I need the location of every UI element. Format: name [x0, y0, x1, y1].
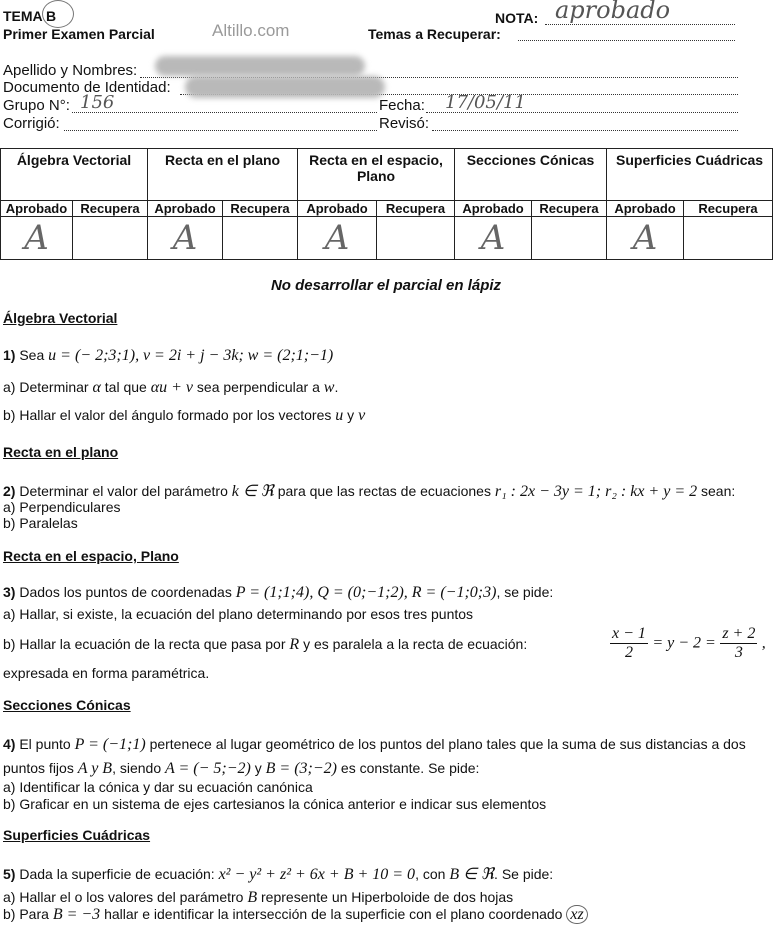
recupera-cell: [223, 217, 298, 260]
math-expr: αu + v: [150, 379, 194, 396]
approved-mark: A: [24, 218, 49, 258]
recupera-cell: [377, 217, 455, 260]
recupera-header: Recupera: [377, 201, 455, 217]
temas-label: Temas a Recuperar:: [368, 26, 501, 42]
math-w: w: [323, 379, 335, 396]
question-3a: a) Hallar, si existe, la ecuación del plano determinando por esos tres puntos: [3, 606, 474, 622]
recupera-header: Recupera: [223, 201, 298, 217]
question-3b-cont: expresada en forma paramétrica.: [3, 665, 210, 681]
text: . Se pide:: [494, 866, 554, 882]
text: es constante. Se pide:: [340, 760, 480, 776]
fraction-num: z + 2: [722, 625, 756, 642]
question-text: Sea: [19, 347, 45, 363]
text: represente un Hiperboloide de dos hojas: [261, 889, 514, 905]
temas-line: [518, 40, 735, 41]
tema-circle-mark: [42, 0, 74, 28]
question-number: 2): [3, 483, 16, 499]
topic-header: Superficies Cuádricas: [607, 149, 773, 201]
aprobado-header: Aprobado: [607, 201, 684, 217]
fraction-den: 3: [734, 644, 743, 661]
text: y: [254, 760, 262, 776]
question-5a: [3, 889, 513, 907]
text: b) Hallar el valor del ángulo formado por los vectores: [3, 407, 332, 423]
recupera-header: Recupera: [684, 201, 773, 217]
question-number: 4): [3, 736, 16, 752]
question-3b: [3, 636, 527, 654]
text: , se pide:: [496, 584, 554, 600]
grades-table: [0, 148, 773, 260]
math-w: w = (2;1;−1): [247, 347, 334, 364]
question-2b: b) Paralelas: [3, 515, 78, 531]
question-2a: a) Perpendiculares: [3, 499, 121, 515]
watermark: Altillo.com: [212, 21, 290, 40]
text: , con: [415, 866, 446, 882]
grupo-line: [72, 112, 377, 113]
nota-line: [545, 24, 735, 25]
grupo-handwritten: 156: [80, 92, 115, 113]
text: pertenece al lugar geométrico de los puntos del plano tales que la suma de sus distancias a dos: [149, 736, 746, 752]
text: .: [334, 379, 339, 395]
math-R: R: [289, 636, 300, 653]
math-comma: ,: [761, 634, 766, 652]
notice: No desarrollar el parcial en lápiz: [270, 277, 502, 294]
fraction-den: 2: [624, 644, 633, 661]
recupera-cell: [73, 217, 148, 260]
corrigio-label: Corrigió:: [3, 115, 60, 132]
recupera-cell: [684, 217, 773, 260]
math-points: P = (1;1;4), Q = (0;−1;2), R = (−1;0;3): [235, 584, 497, 601]
topic-header: Recta en el plano: [148, 149, 298, 201]
math-A: A = (− 5;−2): [165, 760, 251, 777]
text: y: [347, 407, 355, 423]
topic-header: Secciones Cónicas: [455, 149, 607, 201]
text: sean:: [701, 483, 736, 499]
text: a) Determinar: [3, 379, 89, 395]
topic-header: Recta en el espacio, Plano: [298, 149, 455, 201]
section-title: Secciones Cónicas: [3, 697, 131, 713]
recupera-cell: [532, 217, 607, 260]
question-number: 5): [3, 866, 16, 882]
question-4-line2: [3, 760, 479, 778]
math-plane: xz: [566, 905, 587, 924]
text: tal que: [104, 379, 147, 395]
apellido-label: Apellido y Nombres:: [3, 62, 138, 79]
math-eq: = y − 2 =: [652, 634, 716, 652]
section-title: Recta en el espacio, Plano: [3, 548, 179, 564]
redacted-name: [155, 56, 365, 76]
math-B: B = −3: [52, 906, 101, 923]
text: hallar e identificar la intersección de la superficie con el plano coordenado: [104, 906, 563, 922]
reviso-line: [432, 130, 738, 131]
question-number: 3): [3, 584, 16, 600]
question-4: [3, 736, 746, 754]
math-B: B = (3;−2): [265, 760, 338, 777]
redacted-document: [185, 76, 385, 98]
aprobado-header: Aprobado: [1, 201, 73, 217]
topic-header: Álgebra Vectorial: [1, 149, 148, 201]
text: Determinar el valor del parámetro: [19, 483, 228, 499]
approved-mark: A: [172, 218, 198, 258]
line-equation: [610, 625, 766, 662]
question-2: [3, 481, 735, 501]
documento-label: Documento de Identidad:: [3, 79, 171, 96]
grade-mark-cell: [148, 217, 223, 260]
math-lines: r₁ : 2x − 3y = 1; r₂ : kx + y = 2: [494, 483, 698, 500]
exam-tema: TEMA B: [3, 8, 57, 24]
math-AB: A y B: [77, 760, 113, 777]
math-k: k ∈ ℜ: [231, 483, 274, 500]
text: , siendo: [112, 760, 162, 776]
math-B: B ∈ ℜ: [449, 866, 495, 883]
section-title: Recta en el plano: [3, 444, 119, 460]
text: b) Para: [3, 906, 49, 922]
grade-mark-cell: [1, 217, 73, 260]
math-v: v = 2i + j − 3k;: [142, 347, 244, 364]
fraction: [720, 625, 757, 662]
math-surface: x² − y² + z² + 6x + B + 10 = 0: [218, 866, 416, 883]
text: puntos fijos: [3, 760, 74, 776]
recupera-header: Recupera: [73, 201, 148, 217]
text: y es paralela a la recta de ecuación:: [303, 636, 528, 652]
question-5b: [3, 906, 588, 924]
fraction: [610, 625, 648, 662]
fecha-handwritten: 17/05/11: [445, 92, 526, 113]
aprobado-header: Aprobado: [455, 201, 532, 217]
text: sea perpendicular a: [196, 379, 320, 395]
grade-mark-cell: [298, 217, 377, 260]
section-title: Superficies Cuádricas: [3, 827, 151, 843]
exam-title: Primer Examen Parcial: [3, 26, 155, 42]
question-3: [3, 584, 553, 602]
fecha-label: Fecha:: [379, 97, 425, 114]
question-1a: [3, 379, 338, 397]
grupo-label: Grupo N°:: [3, 97, 70, 114]
text: Dados los puntos de coordenadas: [19, 584, 232, 600]
aprobado-header: Aprobado: [148, 201, 223, 217]
approved-mark: A: [632, 218, 658, 258]
fraction-num: x − 1: [612, 625, 646, 642]
reviso-label: Revisó:: [379, 115, 430, 132]
math-u: u = (− 2;3;1),: [48, 347, 140, 364]
section-title: Álgebra Vectorial: [3, 310, 118, 326]
corrigio-line: [64, 130, 377, 131]
math-v: v: [358, 407, 366, 424]
approved-mark: A: [324, 218, 350, 258]
question-5: [3, 864, 553, 884]
nota-handwritten: aprobado: [555, 0, 671, 24]
text: b) Hallar la ecuación de la recta que pasa por: [3, 636, 286, 652]
question-4b: b) Graficar en un sistema de ejes cartesianos la cónica anterior e indicar sus elementos: [3, 796, 547, 812]
text: para que las rectas de ecuaciones: [277, 483, 491, 499]
math-B: B: [247, 889, 258, 906]
text: Dada la superficie de ecuación:: [19, 866, 215, 882]
approved-mark: A: [480, 218, 506, 258]
question-1: [3, 347, 333, 365]
math-P: P = (−1;1): [74, 736, 146, 753]
aprobado-header: Aprobado: [298, 201, 377, 217]
math-u: u: [335, 407, 344, 424]
question-number: 1): [3, 347, 16, 363]
nota-label: NOTA:: [495, 10, 539, 26]
question-1b: [3, 407, 365, 425]
text: a) Hallar el o los valores del parámetro: [3, 889, 244, 905]
text: El punto: [19, 736, 71, 752]
grade-mark-cell: [607, 217, 684, 260]
math-alpha: α: [92, 379, 101, 396]
grade-mark-cell: [455, 217, 532, 260]
recupera-header: Recupera: [532, 201, 607, 217]
question-4a: a) Identificar la cónica y dar su ecuación canónica: [3, 779, 313, 795]
